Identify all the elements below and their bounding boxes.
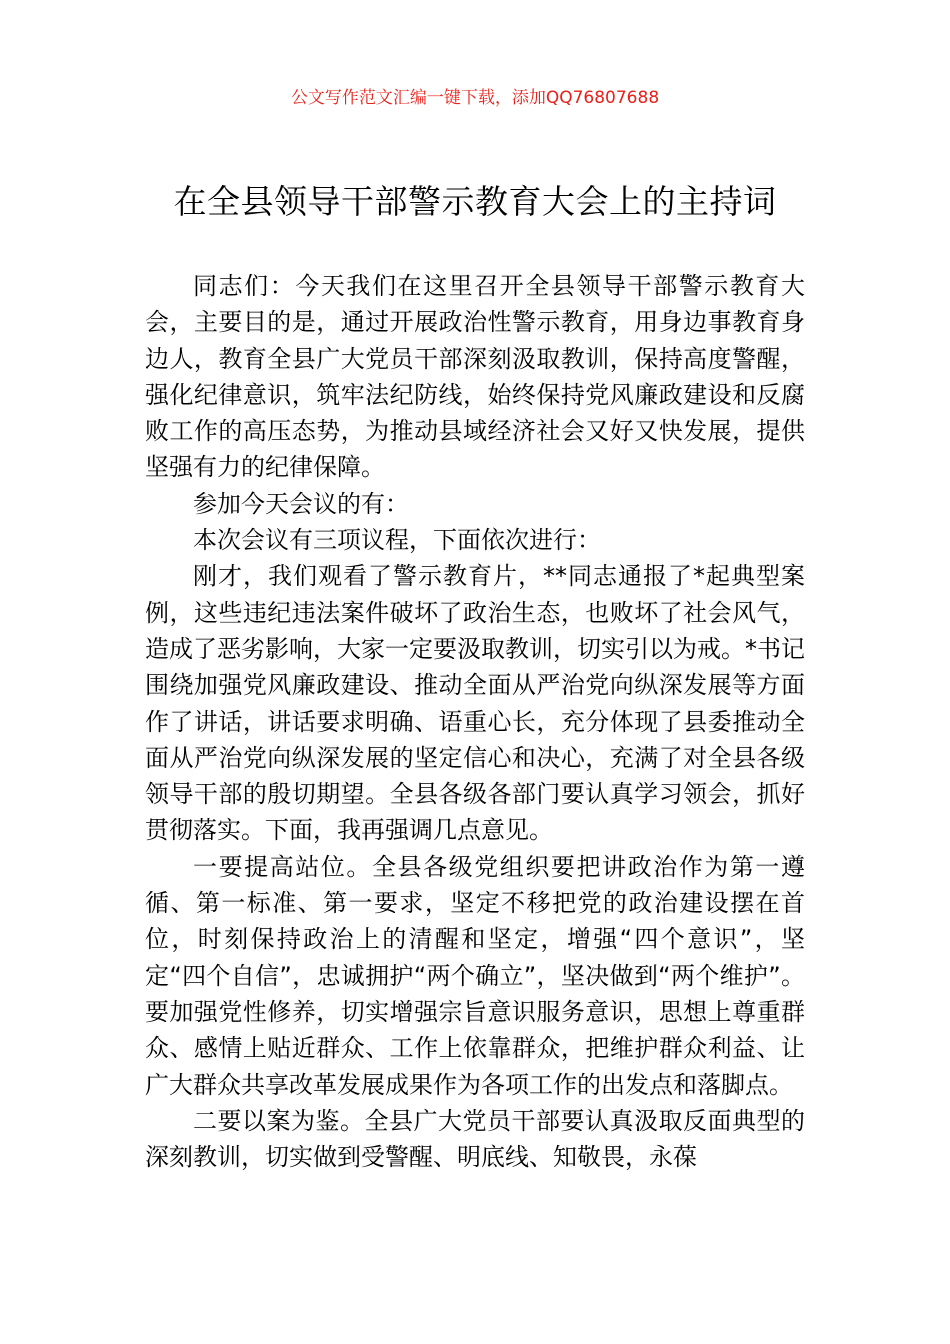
paragraph-attendees: 参加今天会议的有： <box>193 489 409 518</box>
paragraph-agenda: 本次会议有三项议程，下面依次进行： <box>193 526 601 555</box>
paragraph-point-one: 一要提高站位。全县各级党组织要把讲政治作为第一遵循、第一标准、第一要求，坚定不移把党的政治建设摆在首位，时刻保持政治上的清醒和坚定，增强“四个意识”，坚定“四个自信”，忠诚拥护“两个确立”，坚决做到“两个维护”。要加强党性修养，切实增强宗旨意识服务意识，思想上尊重群众、感情上贴近群众、工作上依靠群众，把维护群众利益、让广大群众共享改革发展成果作为各项工作的出发点和落脚点。 <box>145 852 805 1099</box>
ad-banner: 公文写作范文汇编一键下载，添加QQ76807688 <box>290 88 660 108</box>
paragraph-opening: 同志们：今天我们在这里召开全县领导干部警示教育大会，主要目的是，通过开展政治性警示教育，用身边事教育身边人，教育全县广大党员干部深刻汲取教训，保持高度警醒，强化纪律意识，筑牢法纪防线，始终保持党风廉政建设和反腐败工作的高压态势，为推动县域经济社会又好又快发展，提供坚强有力的纪律保障。 <box>145 272 805 482</box>
document-body <box>145 268 805 1175</box>
paragraph-point-two: 二要以案为鉴。全县广大党员干部要认真汲取反面典型的深刻教训，切实做到受警醒、明底线、知敬畏，永葆 <box>145 1106 805 1172</box>
document-title: 在全县领导干部警示教育大会上的主持词 <box>173 182 777 221</box>
paragraph-summary: 刚才，我们观看了警示教育片，**同志通报了*起典型案例，这些违纪违法案件破坏了政治生态，也败坏了社会风气，造成了恶劣影响，大家一定要汲取教训，切实引以为戒。*书记围绕加强党风廉政建设、推动全面从严治党向纵深发展等方面作了讲话，讲话要求明确、语重心长，充分体现了县委推动全面从严治党向纵深发展的坚定信心和决心，充满了对全县各级领导干部的殷切期望。全县各级各部门要认真学习领会，抓好贯彻落实。下面，我再强调几点意见。 <box>145 562 805 845</box>
